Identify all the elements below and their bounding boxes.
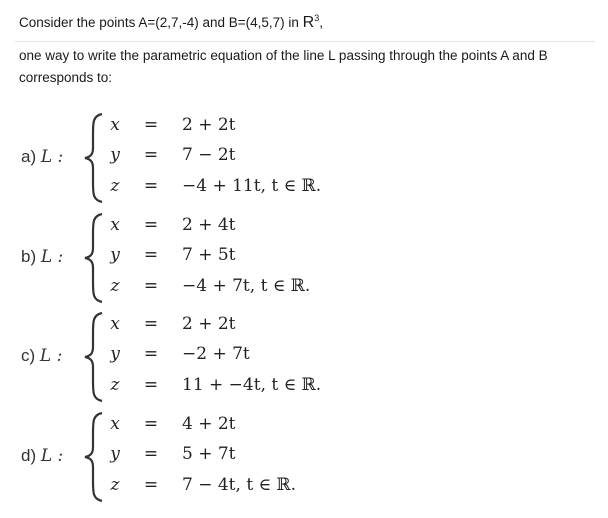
equals-sign: = <box>143 115 159 135</box>
rhs-y: 5 + 7t <box>182 444 236 464</box>
rhs-y: −2 + 7t <box>182 344 250 364</box>
equals-sign: = <box>143 414 159 434</box>
option-d[interactable] <box>0 408 608 506</box>
var-x: x <box>110 215 120 235</box>
equals-sign: = <box>143 375 159 395</box>
var-x: x <box>110 414 120 434</box>
rhs-x: 2 + 2t <box>182 314 236 334</box>
equals-sign: = <box>143 245 159 265</box>
rhs-x: 2 + 4t <box>182 215 236 235</box>
question-text-1: Consider the points A=(2,7,-4) and B=(4,5,7) in <box>19 15 303 30</box>
divider <box>15 41 595 42</box>
equals-sign: = <box>143 344 159 364</box>
question-line-2: one way to write the parametric equation of the line L passing through the points A and B <box>19 48 548 63</box>
option-c[interactable] <box>0 308 608 406</box>
option-b[interactable] <box>0 209 608 307</box>
question-line-1 <box>19 14 323 32</box>
rhs-z: 7 − 4t, t ∈ ℝ. <box>182 475 297 495</box>
var-y: y <box>110 444 120 464</box>
option-label: d) L : <box>21 446 64 466</box>
var-x: x <box>110 115 120 135</box>
equals-sign: = <box>143 314 159 334</box>
option-label: b) L : <box>21 247 64 267</box>
rhs-z: −4 + 11t, t ∈ ℝ. <box>182 176 322 196</box>
question-line-3: corresponds to: <box>19 70 113 85</box>
var-z: z <box>110 475 120 495</box>
rhs-z: −4 + 7t, t ∈ ℝ. <box>182 276 311 296</box>
rhs-x: 2 + 2t <box>182 115 236 135</box>
equals-sign: = <box>143 215 159 235</box>
equals-sign: = <box>143 444 159 464</box>
left-brace-icon <box>82 311 108 403</box>
rhs-x: 4 + 2t <box>182 414 236 434</box>
rhs-z: 11 + −4t, t ∈ ℝ. <box>182 375 322 395</box>
equals-sign: = <box>143 276 159 296</box>
option-label: c) L : <box>21 346 63 366</box>
left-brace-icon <box>82 411 108 503</box>
real-space-symbol: R <box>302 14 315 31</box>
var-z: z <box>110 375 120 395</box>
var-z: z <box>110 176 120 196</box>
equals-sign: = <box>143 145 159 165</box>
rhs-y: 7 + 5t <box>182 245 236 265</box>
var-x: x <box>110 314 120 334</box>
equals-sign: = <box>143 176 159 196</box>
var-y: y <box>110 344 120 364</box>
left-brace-icon <box>82 212 108 304</box>
equals-sign: = <box>143 475 159 495</box>
var-y: y <box>110 145 120 165</box>
rhs-y: 7 − 2t <box>182 145 236 165</box>
var-z: z <box>110 276 120 296</box>
dimension-exponent: 3 <box>314 12 320 23</box>
var-y: y <box>110 245 120 265</box>
left-brace-icon <box>82 112 108 204</box>
option-label: a) L : <box>21 147 64 167</box>
question-punctuation: , <box>319 15 324 30</box>
option-a[interactable] <box>0 109 608 207</box>
